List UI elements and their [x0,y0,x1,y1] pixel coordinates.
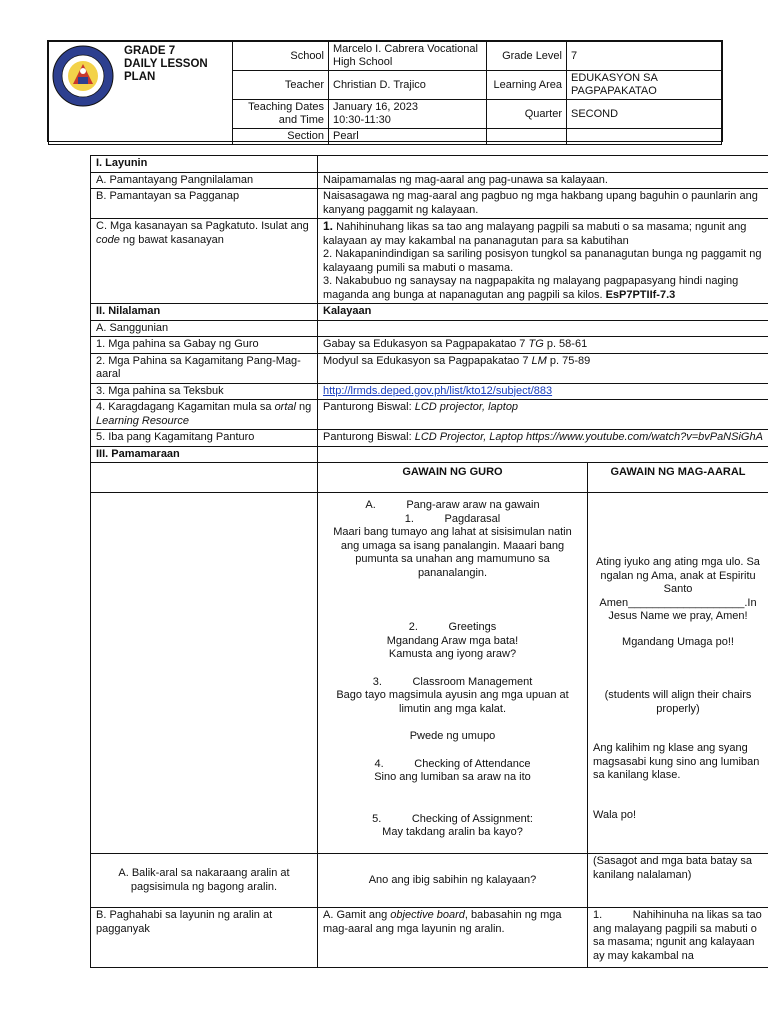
karagdagang-kagamitan-label [91,400,318,430]
paghahabi-guro-text-1: A. Gamit ang [323,909,391,921]
kasanayan-item-1-num: 1. [323,219,334,233]
iba-pang-kagamitan-label: 5. Iba pang Kagamitang Panturo [91,430,318,447]
pamantayan-pagganap-label: B. Pamantayan sa Pagganap [91,189,318,219]
pagdarasal-heading: 1. Pagdarasal [404,512,501,525]
modyul-text: Modyul sa Edukasyon sa Pagpapakatao 7 [323,354,532,367]
kagamitang-mag-aaral-label: 2. Mga Pahina sa Kagamitang Pang-Mag-aaral [91,353,318,383]
grade-level-value: 7 [567,42,722,71]
karagdagang-ortal: ortal [274,401,296,413]
lrmds-link[interactable]: http://lrmds.deped.gov.ph/list/kto12/subject/883 [323,384,553,397]
quarter-value: SECOND [567,100,722,129]
karagdagang-text-1: 4. Karagdagang Kagamitan mula sa [96,401,275,413]
prayer-response: Ating iyuko ang ating mga ulo. Sa ngalan ng Ama, anak at Espiritu Santo Amen___________________.In Jesus Name we pray, Amen! [596,556,760,622]
teksbuk-value [318,383,768,400]
kasanayan-label-text: C. Mga kasanayan sa Pagkatuto. Isulat ang [96,220,309,232]
balik-aral-mag-aaral: (Sasagot and mga bata batay sa kanilang nalalaman) [588,854,768,908]
sanggunian-label: A. Sanggunian [91,320,318,337]
school-value: Marcelo I. Cabrera Vocational High School [329,42,487,71]
karagdagang-text-2: ng [295,401,312,413]
lesson-plan-table [90,155,768,968]
empty-cell [318,156,768,173]
learning-area-label: Learning Area [487,71,567,100]
paghahabi-guro [318,908,588,968]
panturong-biswal-label-2: Panturong Biswal: [323,431,415,443]
karagdagang-kagamitan-value [318,400,768,430]
dates-value-line-2: 10:30-11:30 [333,114,391,126]
panturong-biswal-label: Panturong Biswal: [323,401,415,413]
kasanayan-item-1 [323,220,763,248]
gawain-mag-aaral-routine [588,493,768,854]
paghahabi-mag-aaral: 1. Nahihinuha na likas sa tao ang malayang pagpili sa mabuti o sa masama; ngunit ang kalayaan ay may kakambal na [588,908,768,968]
kasanayan-label-code: code [96,233,120,246]
attendance-heading: 4. Checking of Attendance [374,757,531,770]
kasanayan-code: EsP7PTIIf-7.3 [605,288,676,301]
dates-label [233,100,329,129]
nilalaman-heading: II. Nilalaman [91,304,318,321]
greeting-response: Mgandang Umaga po!! [622,635,734,648]
grade-level-label: Grade Level [487,42,567,71]
lesson-plan-title [124,45,208,84]
teksbuk-label: 3. Mga pahina sa Teksbuk [91,383,318,400]
pamamaraan-heading: III. Pamamaraan [91,446,318,463]
empty-cell [91,463,318,493]
school-label: School [233,42,329,71]
attendance-response: Ang kalihim ng klase ang syang magsasabi kung sino ang lumiban sa kanilang klase. [593,742,760,781]
gabay-guro-text: Gabay sa Edukasyon sa Pagpapakatao 7 [323,338,529,350]
empty-cell-1 [487,129,567,145]
title-line-1: GRADE 7 [124,45,176,57]
nilalaman-value: Kalayaan [318,304,768,321]
kasanayan-item-3 [323,275,763,302]
modyul-pages: p. 75-89 [549,354,591,367]
gabay-guro-tg: TG [528,338,547,350]
assignment-response: Wala po! [593,808,637,821]
greetings-text-2: Kamusta ang iyong araw? [388,648,517,660]
iba-pang-kagamitan-value [318,430,768,447]
dates-label-line-2: and Time [278,114,324,126]
empty-cell [318,446,768,463]
panturong-biswal-items: LCD projector, laptop [414,401,519,413]
karagdagang-learning-resource: Learning Resource [96,414,189,427]
gawain-guro-routine [318,493,588,854]
kasanayan-item-3-text: 3. Nakabubuo ng sanaysay na nagpapakita ng malayang pagpapasyang hindi naging maganda ang bunga at napanagutan ang pagpili sa kilos. [323,275,739,301]
section-value: Pearl [329,129,487,145]
objective-board: objective board [390,909,465,921]
section-label: Section [233,129,329,145]
greetings-heading: 2. Greetings [408,621,497,633]
gawain-guro-header: GAWAIN NG GURO [318,463,588,493]
gawain-mag-aaral-header: GAWAIN NG MAG-AARAL [588,463,768,493]
classroom-management-heading: 3. Classroom Management [372,675,533,688]
dates-label-line-1: Teaching Dates [248,101,324,113]
balik-aral-label: A. Balik-aral sa nakaraang aralin at pagsisimula ng bagong aralin. [91,854,318,908]
deped-seal-logo [51,44,115,108]
umupo-text: Pwede ng umupo [409,730,496,742]
paghahabi-guro-text-2: , babasahin ng mga mag-aaral ang mga layunin ng aralin. [323,909,562,935]
empty-cell-2 [567,129,722,145]
dates-value [329,100,487,129]
kasanayan-item-1-text: Nahihinuhang likas sa tao ang malayang pagpili sa mabuti o sa masama; ngunit ang kalayaan ay may kakambal na pananagutan para sa kabutihan [323,221,747,247]
quarter-label: Quarter [487,100,567,129]
dates-value-line-1: January 16, 2023 [333,101,419,113]
gabay-guro-value [318,337,768,354]
kasanayan-value [318,219,768,304]
empty-cell [91,493,318,854]
pamantayan-pagganap-value: Naisasagawa ng mag-aaral ang pagbuo ng mga hakbang upang baguhin o paunlarin ang kanyang paggamit ng kalayaan. [318,189,768,219]
teacher-label: Teacher [233,71,329,100]
empty-cell [318,320,768,337]
panturong-biswal-items-2: LCD Projector, Laptop https://www.youtube.com/watch?v=bvPaNSiGhA [414,431,763,443]
greetings-text-1: Mgandang Araw mga bata! [386,634,519,647]
classroom-management-text: Bago tayo magsimula ayusin ang mga upuan at limutin ang mga kalat. [336,689,569,715]
layunin-heading: I. Layunin [91,156,318,173]
kasanayan-label-text-2: ng bawat kasanayan [119,233,224,246]
gabay-guro-pages: p. 58-61 [546,338,588,350]
title-line-3: PLAN [124,71,156,83]
assignment-heading: 5. Checking of Assignment: [372,812,533,825]
header-table-container [47,40,723,142]
modyul-lm: LM [531,354,550,367]
pagdarasal-text: Maari bang tumayo ang lahat at sisisimulan natin ang umaga sa isang panalangin. Maaari bang pumunta sa unahan ang mamumuno sa pananalangin. [333,526,572,579]
attendance-text: Sino ang lumiban sa araw na ito [374,771,531,783]
learning-area-value: EDUKASYON SA PAGPAPAKATAO [567,71,722,100]
paghahabi-label: B. Paghahabi sa layunin ng aralin at pagganyak [91,908,318,968]
kasanayan-item-2: 2. Nakapanindindigan sa sariling posisyon tungkol sa pananagutan bunga ng paggamit ng kalayaang pumili sa mabuti o masama. [323,248,762,274]
kasanayan-label [91,219,318,304]
pang-araw-araw-heading: A. Pang-araw araw na gawain [365,499,540,511]
gabay-guro-label: 1. Mga pahina sa Gabay ng Guro [91,337,318,354]
pamantayang-pangnilalaman-label: A. Pamantayang Pangnilalaman [91,172,318,189]
chairs-response: (students will align their chairs properly) [604,689,752,715]
teacher-value: Christian D. Trajico [329,71,487,100]
pamantayang-pangnilalaman-value: Naipamamalas ng mag-aaral ang pag-unawa sa kalayaan. [318,172,768,189]
balik-aral-guro: Ano ang ibig sabihin ng kalayaan? [318,854,588,908]
assignment-text: May takdang aralin ba kayo? [382,826,523,838]
kagamitang-mag-aaral-value [318,353,768,383]
title-line-2: DAILY LESSON [124,58,208,70]
